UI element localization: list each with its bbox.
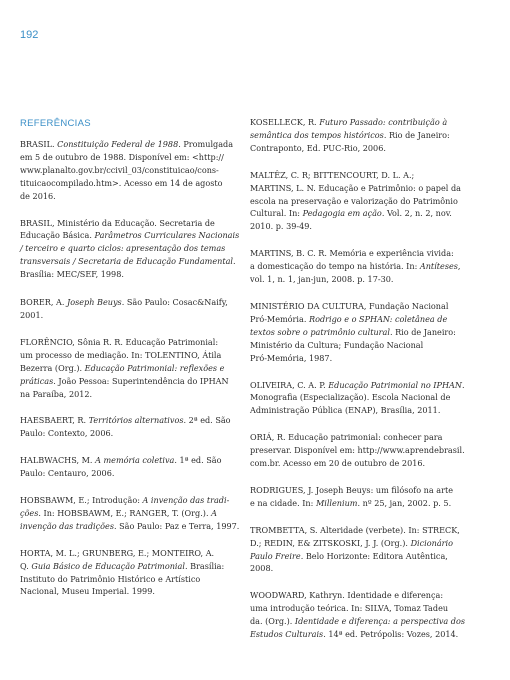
text: . 2ª ed. São <box>183 415 231 426</box>
text: Bezerra (Org.). <box>20 362 85 373</box>
text: escola na preservação e valorização do Patrimônio <box>250 195 458 206</box>
reference-line <box>20 190 240 203</box>
text: MARTINS, B. C. R. Memória e experiência vivida: <box>250 248 454 259</box>
text: . 1ª ed. São <box>174 455 222 466</box>
reference-line <box>20 309 240 322</box>
reference-entry <box>20 454 240 480</box>
reference-line <box>250 404 476 417</box>
text: . São Paulo: Cosac&Naify, <box>121 297 228 308</box>
reference-entry <box>250 484 476 510</box>
text: OLIVEIRA, C. A. P. <box>250 379 329 390</box>
reference-line <box>250 129 476 142</box>
reference-entry <box>20 138 240 203</box>
text: www.planalto.gov.br/ccivil_03/constituicao/cons- <box>20 164 219 175</box>
text: Paulo: Centauro, 2006. <box>20 468 115 479</box>
italic-text: A <box>211 507 217 518</box>
reference-line <box>250 537 476 550</box>
reference-line <box>20 585 240 598</box>
reference-line <box>250 562 476 575</box>
reference-line <box>20 138 240 151</box>
reference-line <box>250 457 476 470</box>
text: . Rio de Janeiro: <box>383 129 450 140</box>
text: 2010. p. 39-49. <box>250 221 312 232</box>
text: de 2016. <box>20 190 56 201</box>
reference-line <box>20 494 240 507</box>
text: em 5 de outubro de 1988. Disponível em: <http:// <box>20 151 224 162</box>
text: 2001. <box>20 309 44 320</box>
italic-text: Futuro Passado: contribuição à <box>319 117 448 127</box>
reference-line <box>250 628 476 641</box>
references-left-column <box>20 138 240 612</box>
reference-line <box>250 602 476 615</box>
text: . Vol. 2, n. 2, nov. <box>381 208 452 219</box>
text: . 14ª ed. Petrópolis: Vozes, 2014. <box>323 629 459 640</box>
reference-line <box>250 182 476 195</box>
reference-line <box>20 427 240 440</box>
reference-line <box>250 195 476 208</box>
italic-text: A invenção das tradi- <box>142 495 230 506</box>
reference-line <box>20 388 240 401</box>
reference-entry <box>250 169 476 234</box>
reference-entry <box>250 116 476 155</box>
reference-line <box>250 550 476 563</box>
reference-line <box>250 207 476 220</box>
reference-line <box>250 142 476 155</box>
text: . <box>233 256 236 267</box>
reference-entry <box>250 589 476 641</box>
text: . João Pessoa: Superintendência do IPHAN <box>53 375 229 386</box>
text: da. (Org.). <box>250 616 295 627</box>
text: . In: HOBSBAWM, E.; RANGER, T. (Org.). <box>38 507 212 518</box>
text: . Belo Horizonte: Editora Autêntica, <box>300 550 448 561</box>
reference-entry <box>20 296 240 322</box>
text: e na cidade. In: <box>250 497 316 508</box>
reference-line <box>250 497 476 510</box>
text: HAESBAERT, R. <box>20 415 89 426</box>
text: BORER, A. <box>20 297 67 308</box>
text: Paulo: Contexto, 2006. <box>20 428 114 439</box>
text: Monografia (Especialização). Escola Nacional de <box>250 392 451 403</box>
text: D.; REDIN, E& ZITSKOSKI, J. J. (Org.). <box>250 537 411 548</box>
italic-text: Antíteses <box>419 261 458 272</box>
italic-text: semântica dos tempos históricos <box>250 129 384 140</box>
reference-line <box>250 444 476 457</box>
text: Q. <box>20 560 32 571</box>
reference-line <box>20 375 240 388</box>
italic-text: Pedagogia em ação <box>302 208 382 219</box>
reference-line <box>20 177 240 190</box>
text: Educação Básica. <box>20 230 95 241</box>
reference-line <box>20 336 240 349</box>
text: HALBWACHS, M. <box>20 455 96 466</box>
reference-entry <box>20 217 240 282</box>
text: , <box>457 261 461 272</box>
italic-text: transversais / Secretaria de Educação Fundamental <box>20 256 233 267</box>
italic-text: Millenium <box>315 497 358 508</box>
reference-line <box>20 507 240 520</box>
reference-line <box>250 260 476 273</box>
reference-line <box>250 484 476 497</box>
text: Ministério da Cultura; Fundação Nacional <box>250 339 424 350</box>
text: Brasília: MEC/SEF, 1998. <box>20 269 124 280</box>
italic-text: textos sobre o patrimônio cultural <box>250 326 390 337</box>
reference-line <box>250 220 476 233</box>
text: vol. 1, n. 1, jan-jun, 2008. p. 17-30. <box>250 274 394 285</box>
reference-line <box>250 589 476 602</box>
text: FLORÊNCIO, Sônia R. R. Educação Patrimonial: <box>20 336 219 347</box>
text: HORTA, M. L.; GRUNBERG, E.; MONTEIRO, A. <box>20 547 215 558</box>
section-heading: REFERÊNCIAS <box>20 118 91 129</box>
reference-line <box>250 391 476 404</box>
text: WOODWARD, Kathryn. Identidade e diferença: <box>250 590 444 601</box>
reference-line <box>20 454 240 467</box>
reference-line <box>250 431 476 444</box>
reference-line <box>20 268 240 281</box>
page-number: 192 <box>20 29 39 41</box>
text: MALTÊZ, C. R; BITTENCOURT, D. L. A.; <box>250 169 415 180</box>
italic-text: Educação Patrimonial: reflexões e <box>84 362 225 373</box>
text: KOSELLECK, R. <box>250 117 320 127</box>
italic-text: Constituição Federal de 1988 <box>57 139 179 149</box>
reference-entry <box>250 431 476 470</box>
reference-line <box>20 467 240 480</box>
italic-text: / terceiro e quarto ciclos: apresentação dos temas <box>20 243 226 254</box>
reference-line <box>20 362 240 375</box>
text: Instituto do Patrimônio Histórico e Artístico <box>20 573 201 584</box>
text: MINISTÉRIO DA CULTURA, Fundação Nacional <box>250 300 449 311</box>
text: . <box>461 379 465 390</box>
text: MARTINS, L. N. Educação e Patrimônio: o papel da <box>250 182 461 193</box>
text: com.br. Acesso em 20 de outubro de 2016. <box>250 458 426 469</box>
text: . nº 25, jan, 2002. p. 5. <box>357 497 452 508</box>
text: RODRIGUES, J. Joseph Beuys: um filósofo na arte <box>250 484 454 495</box>
reference-line <box>250 615 476 628</box>
reference-entry <box>20 494 240 533</box>
italic-text: Joseph Beuys <box>66 297 122 308</box>
reference-line <box>20 229 240 242</box>
text: . Rio de Janeiro: <box>389 326 456 337</box>
text: uma introdução teórica. In: SILVA, Tomaz Tadeu <box>250 603 449 614</box>
reference-line <box>250 352 476 365</box>
italic-text: práticas <box>20 375 54 386</box>
text: ORIÁ, R. Educação patrimonial: conhecer para <box>250 432 443 443</box>
reference-line <box>250 273 476 286</box>
reference-entry <box>20 547 240 599</box>
text: Pró-Memória. <box>250 313 309 324</box>
italic-text: Parâmetros Curriculares Nacionais <box>94 230 240 241</box>
reference-entry <box>20 414 240 440</box>
text: a domesticação do tempo na história. In: <box>250 261 420 272</box>
italic-text: Dicionário <box>410 537 454 548</box>
reference-line <box>250 524 476 537</box>
references-right-column <box>250 116 476 655</box>
reference-entry <box>250 300 476 365</box>
reference-line <box>20 296 240 309</box>
text: na Paraíba, 2012. <box>20 388 93 399</box>
reference-line <box>250 379 476 392</box>
text: Cultural. In: <box>250 208 303 219</box>
reference-line <box>250 326 476 339</box>
text: Contraponto, Ed. PUC-Rio, 2006. <box>250 142 386 153</box>
reference-line <box>250 247 476 260</box>
italic-text: Paulo Freire <box>250 550 301 561</box>
text: Pró-Memória, 1987. <box>250 352 333 363</box>
reference-line <box>20 414 240 427</box>
italic-text: Estudos Culturais <box>250 629 324 640</box>
text: . Brasília: <box>184 560 225 571</box>
reference-entry <box>20 336 240 401</box>
italic-text: Territórios alternativos <box>88 415 184 426</box>
text: HOBSBAWM, E.; Introdução: <box>20 495 143 506</box>
text: TROMBETTA, S. Alteridade (verbete). In: STRECK, <box>250 524 460 535</box>
italic-text: Rodrigo e o SPHAN: coletânea de <box>308 313 448 324</box>
reference-entry <box>250 379 476 418</box>
reference-line <box>250 313 476 326</box>
text: BRASIL. <box>20 139 58 149</box>
reference-line <box>20 255 240 268</box>
reference-line <box>250 300 476 313</box>
text: Administração Pública (ENAP), Brasília, 2011. <box>250 405 441 416</box>
text: . Promulgada <box>178 139 234 149</box>
text: preservar. Disponível em: http://www.aprendebrasil. <box>250 445 465 456</box>
reference-line <box>250 116 476 129</box>
reference-line <box>250 169 476 182</box>
reference-line <box>20 217 240 230</box>
reference-line <box>20 547 240 560</box>
reference-entry <box>250 247 476 286</box>
italic-text: Educação Patrimonial no IPHAN <box>328 379 462 390</box>
reference-line <box>20 164 240 177</box>
italic-text: Identidade e diferença: a perspectiva dos <box>294 616 466 627</box>
italic-text: Guia Básico de Educação Patrimonial <box>31 560 185 571</box>
text: 2008. <box>250 563 274 574</box>
reference-line <box>20 349 240 362</box>
reference-line <box>20 242 240 255</box>
italic-text: A memória coletiva <box>95 455 175 466</box>
text: um processo de mediação. In: TOLENTINO, Átila <box>20 349 222 360</box>
text: . São Paulo: Paz e Terra, 1997. <box>113 520 240 531</box>
reference-line <box>20 560 240 573</box>
reference-line <box>20 520 240 533</box>
italic-text: ções <box>20 507 39 518</box>
reference-line <box>20 573 240 586</box>
reference-line <box>250 339 476 352</box>
reference-entry <box>250 524 476 576</box>
text: BRASIL, Ministério da Educação. Secretaria de <box>20 217 215 228</box>
reference-line <box>20 151 240 164</box>
text: tituicaocompilado.htm>. Acesso em 14 de agosto <box>20 177 223 188</box>
italic-text: invenção das tradições <box>20 520 114 531</box>
text: Nacional, Museu Imperial. 1999. <box>20 586 155 597</box>
